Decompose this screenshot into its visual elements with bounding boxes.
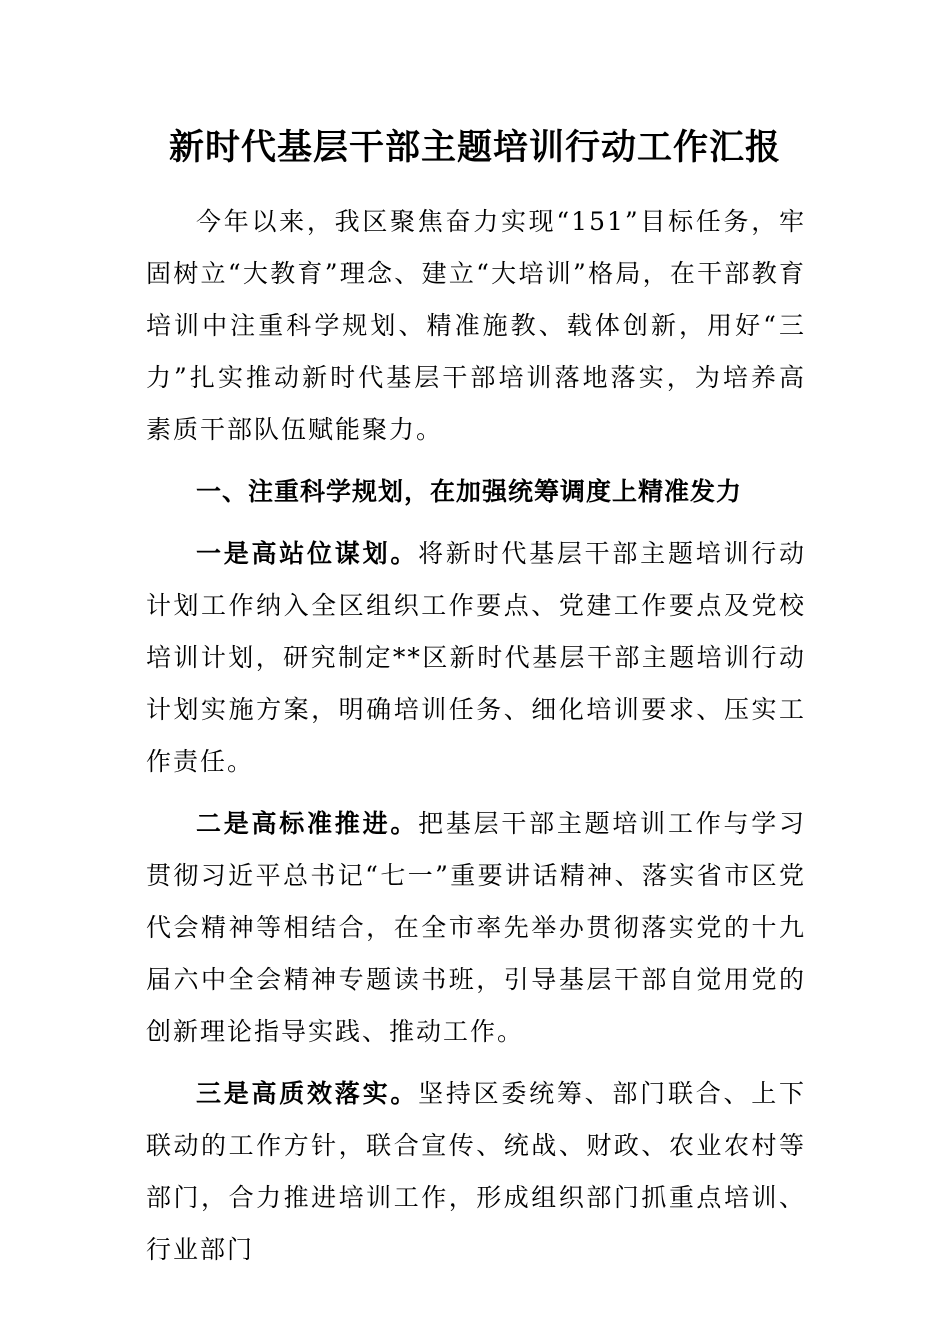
item-lead-2: 二是高标准推进。 <box>196 809 419 838</box>
intro-paragraph: 今年以来，我区聚焦奋力实现“151”目标任务，牢固树立“大教育”理念、建立“大培训”格局，在干部教育培训中注重科学规划、精准施教、载体创新，用好“三力”扎实推动新时代基层干部培训落地落实，为培养高素质干部队伍赋能聚力。 <box>146 207 806 444</box>
item-paragraph-3 <box>146 1068 806 1276</box>
item-text-3: 坚持区委统筹、部门联合、上下联动的工作方针，联合宣传、统战、财政、农业农村等部门，合力推进培训工作，形成组织部门抓重点培训、行业部门 <box>146 1079 806 1264</box>
item-text-1: 将新时代基层干部主题培训行动计划工作纳入全区组织工作要点、党建工作要点及党校培训计划，研究制定**区新时代基层干部主题培训行动计划实施方案，明确培训任务、细化培训要求、压实工作责任。 <box>146 539 806 776</box>
section-heading-1: 一、注重科学规划，在加强统筹调度上精准发力 <box>196 477 743 506</box>
document-title: 新时代基层干部主题培训行动工作汇报 <box>168 127 781 168</box>
item-lead-3: 三是高质效落实。 <box>196 1079 419 1108</box>
item-paragraph-1 <box>146 528 806 788</box>
item-lead-1: 一是高站位谋划。 <box>196 539 419 568</box>
item-paragraph-2 <box>146 798 806 1058</box>
item-text-2: 把基层干部主题培训工作与学习贯彻习近平总书记“七一”重要讲话精神、落实省市区党代会精神等相结合，在全市率先举办贯彻落实党的十九届六中全会精神专题读书班，引导基层干部自觉用党的创新理论指导实践、推动工作。 <box>146 809 806 1046</box>
document-body <box>146 196 806 1276</box>
